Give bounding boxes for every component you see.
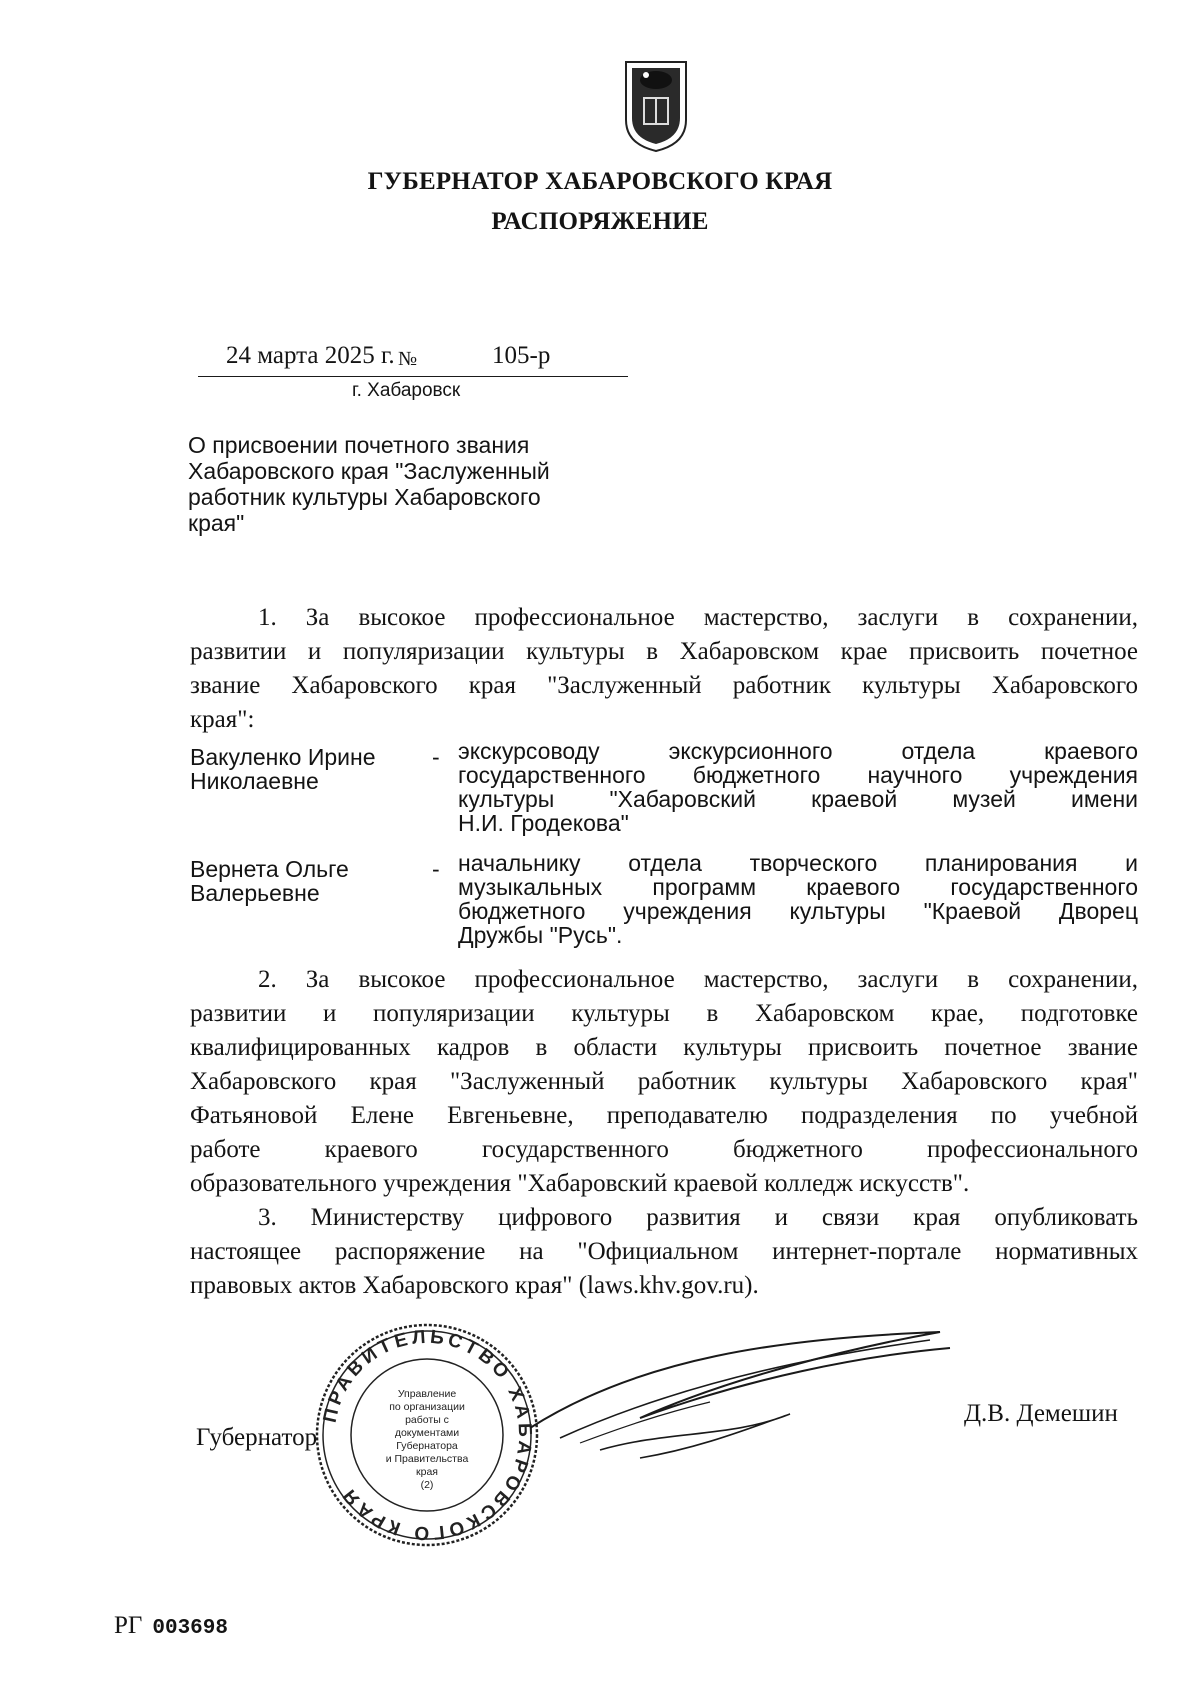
stamp-inner-text [372, 1388, 482, 1492]
document-type: РАСПОРЯЖЕНИЕ [491, 208, 709, 235]
subject-line: края" [188, 510, 245, 536]
paragraph-3-line: настоящее распоряжение на "Официальном интернет-портале нормативных [190, 1238, 1138, 1265]
stamp-line: Губернатора [396, 1440, 458, 1452]
awardee-name-line: Николаевне [190, 768, 319, 794]
paragraph-2-line: Фатьяновой Елене Евгеньевне, преподавателю подразделения по учебной [190, 1102, 1138, 1129]
paragraph-2-line: Хабаровского края "Заслуженный работник культуры Хабаровского края" [190, 1068, 1138, 1095]
awardee-description-line: начальнику отдела творческого планирования и [458, 850, 1138, 876]
signatory-role: Губернатор [196, 1424, 318, 1451]
document-subject [188, 432, 618, 536]
stamp-ring-text: ПРАВИТЕЛЬСТВО ХАБАРОВСКОГО КРАЯ [319, 1326, 536, 1544]
form-series: РГ [114, 1612, 143, 1639]
paragraph-2-line: образовательного учреждения "Хабаровский краевой колледж искусств". [190, 1170, 970, 1197]
awardee-name-line: Вакуленко Ирине [190, 744, 376, 770]
awardee-description-line: экскурсоводу экскурсионного отдела краевого [458, 738, 1138, 764]
paragraph-2-line: работе краевого государственного бюджетного профессионального [190, 1136, 1138, 1163]
handwritten-signature-icon [520, 1318, 960, 1468]
awardee-name-line: Валерьевне [190, 880, 320, 906]
stamp-line: по организации [389, 1401, 465, 1413]
paragraph-1-line: края": [190, 706, 255, 733]
awardee-description-line: Дружбы "Русь". [458, 922, 623, 948]
awardee-description-line: государственного бюджетного научного учреждения [458, 762, 1138, 788]
stamp-line: края [416, 1466, 438, 1478]
coat-of-arms-icon [622, 58, 690, 154]
signatory-name: Д.В. Демешин [964, 1400, 1118, 1427]
paragraph-1-line: звание Хабаровского края "Заслуженный работник культуры Хабаровского [190, 672, 1138, 699]
awardee-dash: - [432, 744, 440, 770]
paragraph-2-line: 2. За высокое профессиональное мастерство, заслуги в сохранении, [258, 966, 1138, 993]
stamp-line: и Правительства [385, 1453, 469, 1465]
paragraph-2-line: развитии и популяризации культуры в Хабаровском крае, подготовке [190, 1000, 1138, 1027]
paragraph-1-line: 1. За высокое профессиональное мастерство, заслуги в сохранении, [258, 604, 1138, 631]
subject-line: работник культуры Хабаровского [188, 484, 541, 510]
document-date: 24 марта 2025 г. [226, 342, 395, 369]
stamp-line: (2) [420, 1479, 434, 1491]
subject-line: Хабаровского края "Заслуженный [188, 458, 550, 484]
awardee-description-line: культуры "Хабаровский краевой музей имени [458, 786, 1138, 812]
paragraph-3-line: 3. Министерству цифрового развития и связи края опубликовать [258, 1204, 1138, 1231]
paragraph-1-line: развитии и популяризации культуры в Хабаровском крае присвоить почетное [190, 638, 1138, 665]
form-number [114, 1612, 228, 1640]
subject-line: О присвоении почетного звания [188, 432, 530, 458]
number-sign: № [398, 348, 418, 370]
paragraph-3-line: правовых актов Хабаровского края" (laws.khv.gov.ru). [190, 1272, 759, 1299]
awardee-description-line: Н.И. Гродекова" [458, 810, 629, 836]
stamp-line: работы с документами [394, 1414, 460, 1439]
awardee-dash: - [432, 856, 440, 882]
document-city: г. Хабаровск [352, 380, 461, 401]
stamp-line: Управление [397, 1388, 457, 1400]
governor-title: ГУБЕРНАТОР ХАБАРОВСКОГО КРАЯ [367, 168, 833, 195]
form-serial: 003698 [152, 1617, 228, 1640]
awardee-description-line: музыкальных программ краевого государственного [458, 874, 1138, 900]
paragraph-2-line: квалифицированных кадров в области культуры присвоить почетное звание [190, 1034, 1138, 1061]
document-number: 105-р [492, 342, 551, 369]
awardee-name-line: Вернета Ольге [190, 856, 349, 882]
awardee-description-line: бюджетного учреждения культуры "Краевой Дворец [458, 898, 1138, 924]
